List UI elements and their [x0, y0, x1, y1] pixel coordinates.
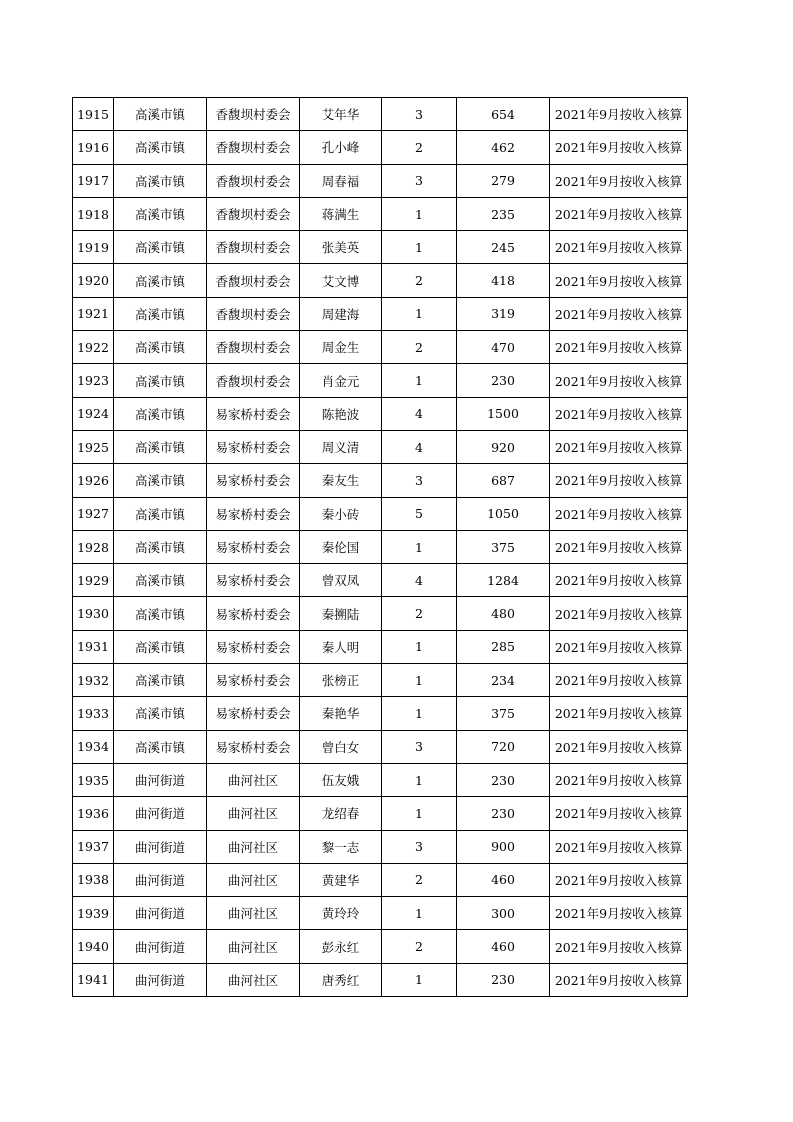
household-size-cell: 5 — [382, 497, 457, 530]
assessment-note-cell: 2021年9月按收入核算 — [550, 98, 688, 131]
row-number-cell: 1928 — [73, 530, 114, 563]
assessment-note-cell: 2021年9月按收入核算 — [550, 297, 688, 330]
amount-cell: 920 — [457, 430, 550, 463]
row-number-cell: 1938 — [73, 863, 114, 896]
household-size-cell: 3 — [382, 464, 457, 497]
village-committee-cell: 易家桥村委会 — [207, 564, 300, 597]
household-size-cell: 3 — [382, 164, 457, 197]
table-row — [73, 630, 688, 663]
amount-cell: 300 — [457, 897, 550, 930]
household-size-cell: 4 — [382, 397, 457, 430]
town-cell: 高溪市镇 — [114, 397, 207, 430]
table-row — [73, 897, 688, 930]
village-committee-cell: 曲河社区 — [207, 963, 300, 996]
person-name-cell: 龙绍春 — [300, 797, 382, 830]
town-cell: 曲河街道 — [114, 797, 207, 830]
assessment-note-cell: 2021年9月按收入核算 — [550, 930, 688, 963]
assessment-note-cell: 2021年9月按收入核算 — [550, 231, 688, 264]
household-size-cell: 2 — [382, 331, 457, 364]
row-number-cell: 1927 — [73, 497, 114, 530]
assessment-note-cell: 2021年9月按收入核算 — [550, 697, 688, 730]
person-name-cell: 周春福 — [300, 164, 382, 197]
person-name-cell: 秦搠陆 — [300, 597, 382, 630]
amount-cell: 900 — [457, 830, 550, 863]
person-name-cell: 秦友生 — [300, 464, 382, 497]
row-number-cell: 1918 — [73, 197, 114, 230]
table-row — [73, 98, 688, 131]
table-row — [73, 830, 688, 863]
town-cell: 高溪市镇 — [114, 730, 207, 763]
table-row — [73, 164, 688, 197]
table-row — [73, 364, 688, 397]
amount-cell: 1284 — [457, 564, 550, 597]
table-row — [73, 397, 688, 430]
village-committee-cell: 易家桥村委会 — [207, 730, 300, 763]
row-number-cell: 1926 — [73, 464, 114, 497]
assessment-note-cell: 2021年9月按收入核算 — [550, 430, 688, 463]
household-size-cell: 2 — [382, 131, 457, 164]
village-committee-cell: 香馥坝村委会 — [207, 197, 300, 230]
village-committee-cell: 易家桥村委会 — [207, 397, 300, 430]
person-name-cell: 彭永红 — [300, 930, 382, 963]
row-number-cell: 1939 — [73, 897, 114, 930]
table-row — [73, 730, 688, 763]
person-name-cell: 黄建华 — [300, 863, 382, 896]
table-body — [73, 98, 688, 997]
amount-cell: 460 — [457, 863, 550, 896]
village-committee-cell: 曲河社区 — [207, 863, 300, 896]
row-number-cell: 1931 — [73, 630, 114, 663]
person-name-cell: 黄玲玲 — [300, 897, 382, 930]
town-cell: 高溪市镇 — [114, 131, 207, 164]
person-name-cell: 周金生 — [300, 331, 382, 364]
person-name-cell: 曾白女 — [300, 730, 382, 763]
person-name-cell: 陈艳波 — [300, 397, 382, 430]
table-row — [73, 530, 688, 563]
row-number-cell: 1917 — [73, 164, 114, 197]
person-name-cell: 黎一志 — [300, 830, 382, 863]
row-number-cell: 1922 — [73, 331, 114, 364]
row-number-cell: 1916 — [73, 131, 114, 164]
row-number-cell: 1935 — [73, 763, 114, 796]
amount-cell: 230 — [457, 763, 550, 796]
amount-cell: 418 — [457, 264, 550, 297]
row-number-cell: 1932 — [73, 664, 114, 697]
assessment-note-cell: 2021年9月按收入核算 — [550, 497, 688, 530]
town-cell: 高溪市镇 — [114, 98, 207, 131]
table-row — [73, 797, 688, 830]
town-cell: 曲河街道 — [114, 863, 207, 896]
town-cell: 高溪市镇 — [114, 364, 207, 397]
assessment-note-cell: 2021年9月按收入核算 — [550, 131, 688, 164]
assessment-note-cell: 2021年9月按收入核算 — [550, 630, 688, 663]
assessment-note-cell: 2021年9月按收入核算 — [550, 763, 688, 796]
person-name-cell: 蒋满生 — [300, 197, 382, 230]
amount-cell: 285 — [457, 630, 550, 663]
table-row — [73, 930, 688, 963]
row-number-cell: 1921 — [73, 297, 114, 330]
amount-cell: 235 — [457, 197, 550, 230]
amount-cell: 1050 — [457, 497, 550, 530]
household-size-cell: 1 — [382, 897, 457, 930]
town-cell: 高溪市镇 — [114, 430, 207, 463]
row-number-cell: 1924 — [73, 397, 114, 430]
town-cell: 高溪市镇 — [114, 264, 207, 297]
town-cell: 高溪市镇 — [114, 697, 207, 730]
person-name-cell: 艾年华 — [300, 98, 382, 131]
row-number-cell: 1915 — [73, 98, 114, 131]
amount-cell: 319 — [457, 297, 550, 330]
household-size-cell: 1 — [382, 630, 457, 663]
village-committee-cell: 易家桥村委会 — [207, 664, 300, 697]
household-size-cell: 1 — [382, 530, 457, 563]
assessment-note-cell: 2021年9月按收入核算 — [550, 730, 688, 763]
village-committee-cell: 香馥坝村委会 — [207, 264, 300, 297]
table-row — [73, 664, 688, 697]
row-number-cell: 1937 — [73, 830, 114, 863]
person-name-cell: 周建海 — [300, 297, 382, 330]
assessment-note-cell: 2021年9月按收入核算 — [550, 963, 688, 996]
household-size-cell: 1 — [382, 963, 457, 996]
table-row — [73, 231, 688, 264]
assessment-note-cell: 2021年9月按收入核算 — [550, 897, 688, 930]
assessment-note-cell: 2021年9月按收入核算 — [550, 197, 688, 230]
table-row — [73, 131, 688, 164]
village-committee-cell: 香馥坝村委会 — [207, 331, 300, 364]
household-size-cell: 3 — [382, 730, 457, 763]
amount-cell: 687 — [457, 464, 550, 497]
village-committee-cell: 曲河社区 — [207, 763, 300, 796]
amount-cell: 279 — [457, 164, 550, 197]
town-cell: 高溪市镇 — [114, 297, 207, 330]
row-number-cell: 1930 — [73, 597, 114, 630]
amount-cell: 654 — [457, 98, 550, 131]
row-number-cell: 1925 — [73, 430, 114, 463]
household-size-cell: 2 — [382, 264, 457, 297]
village-committee-cell: 曲河社区 — [207, 930, 300, 963]
table-row — [73, 464, 688, 497]
table-row — [73, 297, 688, 330]
amount-cell: 234 — [457, 664, 550, 697]
amount-cell: 470 — [457, 331, 550, 364]
village-committee-cell: 曲河社区 — [207, 830, 300, 863]
household-size-cell: 2 — [382, 863, 457, 896]
village-committee-cell: 香馥坝村委会 — [207, 164, 300, 197]
assessment-note-cell: 2021年9月按收入核算 — [550, 264, 688, 297]
amount-cell: 230 — [457, 364, 550, 397]
assessment-note-cell: 2021年9月按收入核算 — [550, 364, 688, 397]
town-cell: 高溪市镇 — [114, 597, 207, 630]
household-size-cell: 1 — [382, 297, 457, 330]
household-size-cell: 2 — [382, 597, 457, 630]
household-size-cell: 1 — [382, 231, 457, 264]
row-number-cell: 1933 — [73, 697, 114, 730]
household-size-cell: 4 — [382, 564, 457, 597]
village-committee-cell: 香馥坝村委会 — [207, 231, 300, 264]
table-row — [73, 564, 688, 597]
table-row — [73, 331, 688, 364]
town-cell: 高溪市镇 — [114, 630, 207, 663]
town-cell: 曲河街道 — [114, 897, 207, 930]
row-number-cell: 1929 — [73, 564, 114, 597]
village-committee-cell: 易家桥村委会 — [207, 464, 300, 497]
person-name-cell: 张榜正 — [300, 664, 382, 697]
household-size-cell: 1 — [382, 664, 457, 697]
person-name-cell: 孔小峰 — [300, 131, 382, 164]
amount-cell: 720 — [457, 730, 550, 763]
household-size-cell: 2 — [382, 930, 457, 963]
person-name-cell: 秦伦国 — [300, 530, 382, 563]
town-cell: 高溪市镇 — [114, 331, 207, 364]
household-size-cell: 1 — [382, 763, 457, 796]
table-row — [73, 197, 688, 230]
village-committee-cell: 曲河社区 — [207, 897, 300, 930]
amount-cell: 1500 — [457, 397, 550, 430]
amount-cell: 230 — [457, 963, 550, 996]
household-size-cell: 1 — [382, 697, 457, 730]
table-row — [73, 763, 688, 796]
household-size-cell: 1 — [382, 197, 457, 230]
town-cell: 高溪市镇 — [114, 464, 207, 497]
household-size-cell: 4 — [382, 430, 457, 463]
town-cell: 高溪市镇 — [114, 164, 207, 197]
village-committee-cell: 香馥坝村委会 — [207, 297, 300, 330]
village-committee-cell: 易家桥村委会 — [207, 497, 300, 530]
village-committee-cell: 易家桥村委会 — [207, 430, 300, 463]
table-row — [73, 430, 688, 463]
amount-cell: 460 — [457, 930, 550, 963]
household-size-cell: 3 — [382, 98, 457, 131]
person-name-cell: 张美英 — [300, 231, 382, 264]
assessment-note-cell: 2021年9月按收入核算 — [550, 797, 688, 830]
village-committee-cell: 香馥坝村委会 — [207, 98, 300, 131]
town-cell: 曲河街道 — [114, 963, 207, 996]
table-row — [73, 963, 688, 996]
table-row — [73, 697, 688, 730]
assessment-note-cell: 2021年9月按收入核算 — [550, 331, 688, 364]
row-number-cell: 1934 — [73, 730, 114, 763]
person-name-cell: 秦艳华 — [300, 697, 382, 730]
row-number-cell: 1941 — [73, 963, 114, 996]
amount-cell: 245 — [457, 231, 550, 264]
assessment-note-cell: 2021年9月按收入核算 — [550, 830, 688, 863]
village-committee-cell: 易家桥村委会 — [207, 697, 300, 730]
household-size-cell: 3 — [382, 830, 457, 863]
assessment-note-cell: 2021年9月按收入核算 — [550, 597, 688, 630]
assessment-note-cell: 2021年9月按收入核算 — [550, 664, 688, 697]
assessment-note-cell: 2021年9月按收入核算 — [550, 397, 688, 430]
table-row — [73, 863, 688, 896]
village-committee-cell: 曲河社区 — [207, 797, 300, 830]
household-size-cell: 1 — [382, 364, 457, 397]
record-table — [72, 97, 688, 997]
row-number-cell: 1940 — [73, 930, 114, 963]
assessment-note-cell: 2021年9月按收入核算 — [550, 564, 688, 597]
person-name-cell: 肖金元 — [300, 364, 382, 397]
person-name-cell: 秦小砖 — [300, 497, 382, 530]
amount-cell: 230 — [457, 797, 550, 830]
table-row — [73, 497, 688, 530]
town-cell: 高溪市镇 — [114, 197, 207, 230]
row-number-cell: 1919 — [73, 231, 114, 264]
village-committee-cell: 香馥坝村委会 — [207, 131, 300, 164]
person-name-cell: 秦人明 — [300, 630, 382, 663]
town-cell: 曲河街道 — [114, 763, 207, 796]
table-row — [73, 597, 688, 630]
amount-cell: 375 — [457, 697, 550, 730]
village-committee-cell: 易家桥村委会 — [207, 597, 300, 630]
assessment-note-cell: 2021年9月按收入核算 — [550, 863, 688, 896]
person-name-cell: 曾双凤 — [300, 564, 382, 597]
row-number-cell: 1920 — [73, 264, 114, 297]
assessment-note-cell: 2021年9月按收入核算 — [550, 530, 688, 563]
person-name-cell: 伍友娥 — [300, 763, 382, 796]
town-cell: 高溪市镇 — [114, 530, 207, 563]
household-size-cell: 1 — [382, 797, 457, 830]
town-cell: 高溪市镇 — [114, 497, 207, 530]
assessment-note-cell: 2021年9月按收入核算 — [550, 164, 688, 197]
village-committee-cell: 易家桥村委会 — [207, 530, 300, 563]
town-cell: 曲河街道 — [114, 930, 207, 963]
person-name-cell: 艾文博 — [300, 264, 382, 297]
town-cell: 高溪市镇 — [114, 231, 207, 264]
village-committee-cell: 香馥坝村委会 — [207, 364, 300, 397]
assessment-note-cell: 2021年9月按收入核算 — [550, 464, 688, 497]
town-cell: 高溪市镇 — [114, 564, 207, 597]
town-cell: 曲河街道 — [114, 830, 207, 863]
amount-cell: 480 — [457, 597, 550, 630]
amount-cell: 462 — [457, 131, 550, 164]
row-number-cell: 1936 — [73, 797, 114, 830]
town-cell: 高溪市镇 — [114, 664, 207, 697]
person-name-cell: 唐秀红 — [300, 963, 382, 996]
row-number-cell: 1923 — [73, 364, 114, 397]
table-row — [73, 264, 688, 297]
amount-cell: 375 — [457, 530, 550, 563]
person-name-cell: 周义清 — [300, 430, 382, 463]
village-committee-cell: 易家桥村委会 — [207, 630, 300, 663]
